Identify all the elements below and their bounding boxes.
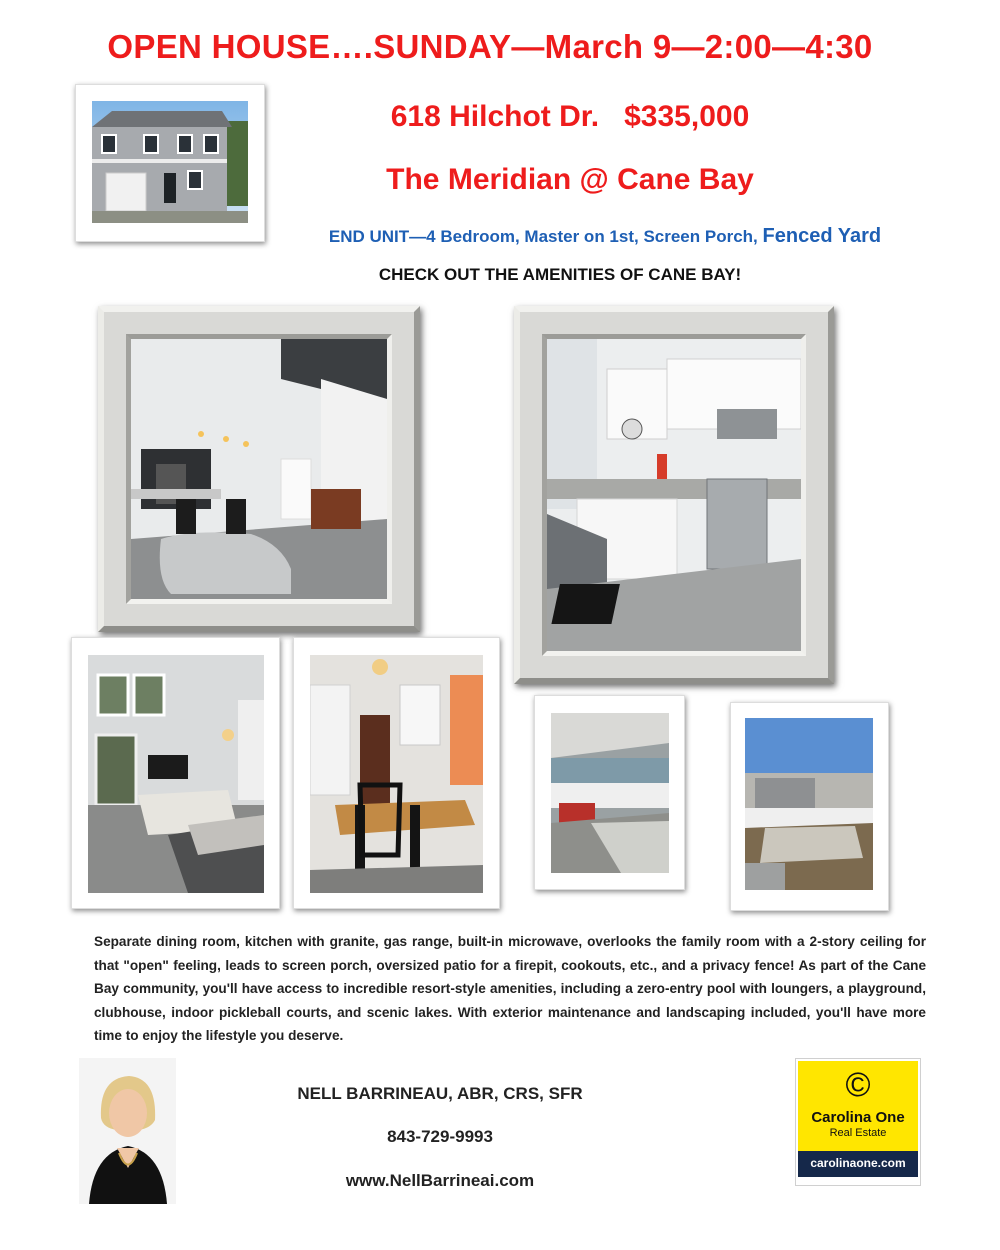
- feature-line: [260, 225, 950, 248]
- logo-url: carolinaone.com: [810, 1156, 906, 1170]
- screen-porch-photo: [551, 713, 669, 873]
- living-room-photo-frame: [98, 306, 420, 632]
- carolina-one-logo: [795, 1058, 921, 1186]
- logo-url-panel: [798, 1151, 918, 1177]
- family-room-photo: [88, 655, 264, 893]
- agent-headshot: [79, 1058, 176, 1204]
- logo-name-line2: Real Estate: [829, 1127, 887, 1139]
- exterior-photo-frame: [75, 84, 265, 242]
- dining-room-photo: [310, 655, 483, 893]
- dining-room-photo-frame: [293, 637, 500, 909]
- kitchen-photo-frame: [514, 306, 834, 684]
- living-room-photo: [126, 334, 392, 604]
- logo-yellow-panel: [798, 1061, 918, 1151]
- agent-name: NELL BARRINEAU, ABR, CRS, SFR: [297, 1084, 583, 1103]
- property-description: Separate dining room, kitchen with granite, gas range, built-in microwave, overlooks the family room with a 2-story ceiling for that "open" feeling, leads to screen porch, oversized patio for a firepit, cookouts, etc., and a privacy fence! As part of the Cane Bay community, you'll have access to incredible resort-style amenities, including a zero-entry pool with loungers, a playground, clubhouse, indoor pickleball courts, and scenic lakes. With exterior maintenance and landscaping included, you'll have more time to enjoy the lifestyle you deserve.: [94, 934, 926, 1043]
- backyard-photo: [745, 718, 873, 890]
- backyard-photo-frame: [730, 702, 889, 911]
- kitchen-photo: [542, 334, 806, 656]
- copyright-icon: ©: [845, 1066, 871, 1104]
- address-price: 618 Hilchot Dr. $335,000: [390, 100, 750, 133]
- feature-list: END UNIT—4 Bedroom, Master on 1st, Screen Porch,: [328, 227, 758, 246]
- screen-porch-photo-frame: [534, 695, 685, 890]
- family-room-photo-frame: [71, 637, 280, 909]
- headline: OPEN HOUSE….SUNDAY—March 9—2:00—4:30: [107, 28, 873, 65]
- exterior-photo: [92, 101, 248, 223]
- agent-phone: 843-729-9993: [387, 1127, 493, 1146]
- agent-website[interactable]: www.NellBarrineai.com: [345, 1171, 535, 1190]
- subdivision-name: The Meridian @ Cane Bay: [386, 163, 754, 196]
- amenities-heading: CHECK OUT THE AMENITIES OF CANE BAY!: [378, 265, 742, 284]
- logo-name-line1: Carolina One: [811, 1109, 905, 1126]
- feature-emphasis: Fenced Yard: [762, 225, 882, 247]
